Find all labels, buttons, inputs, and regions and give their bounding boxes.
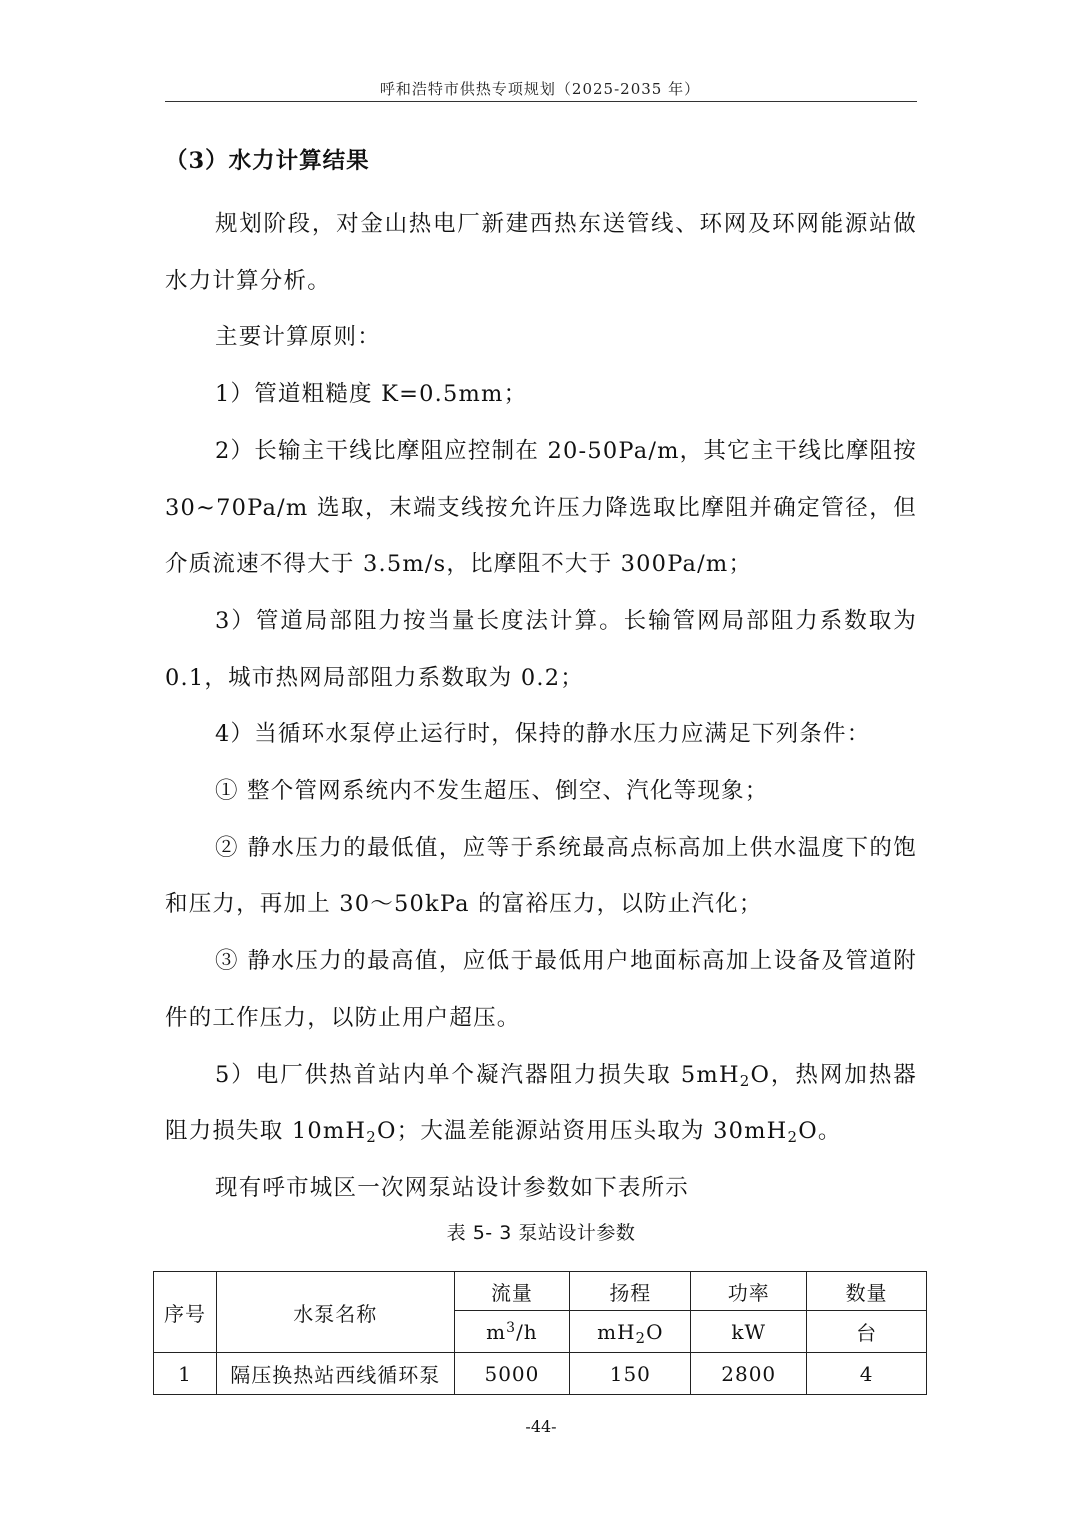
paragraph-table-intro: 现有呼市城区一次网泵站设计参数如下表所示 [215, 1174, 690, 1201]
pump-station-table [153, 1271, 927, 1395]
paragraph-condition-1: ① 整个管网系统内不发生超压、倒空、汽化等现象； [215, 778, 769, 805]
unit-head-sub: 2 [635, 1328, 647, 1347]
condenser-text-a: 5）电厂供热首站内单个凝汽器阻力损失取 5mH [215, 1061, 740, 1088]
table-row [154, 1353, 927, 1395]
body-text [165, 196, 917, 1217]
subscript-2: 2 [366, 1128, 377, 1147]
unit-head-base: mH [597, 1319, 636, 1344]
page-header: 呼和浩特市供热专项规划（2025-2035 年） [379, 80, 701, 98]
cell-power: 2800 [691, 1353, 807, 1395]
cell-flow: 5000 [454, 1353, 570, 1395]
table-caption: 表 5- 3 泵站设计参数 [446, 1222, 636, 1244]
unit-count: 台 [807, 1311, 927, 1353]
condenser-text-d: O。 [798, 1118, 842, 1145]
section-title: （3）水力计算结果 [165, 148, 370, 174]
cell-head: 150 [570, 1353, 691, 1395]
unit-head-rest: O [646, 1319, 664, 1344]
page-number: -44- [525, 1417, 557, 1436]
paragraph-condenser-loss [165, 1047, 917, 1160]
cell-index: 1 [154, 1353, 217, 1395]
unit-flow-rest: /h [516, 1319, 538, 1344]
header-flow: 流量 [454, 1272, 570, 1311]
paragraph-principles-heading: 主要计算原则： [215, 324, 381, 351]
header-index: 序号 [154, 1272, 217, 1353]
subscript-2: 2 [739, 1071, 751, 1090]
unit-head [570, 1311, 691, 1353]
table-header-row [154, 1272, 927, 1311]
paragraph-local-resistance: 3）管道局部阻力按当量长度法计算。长输管网局部阻力系数取为 0.1，城市热网局部阻力系数取为 0.2； [165, 607, 917, 691]
unit-power: kW [691, 1311, 807, 1353]
header-rule [165, 101, 917, 102]
header-head: 扬程 [570, 1272, 691, 1311]
paragraph-condition-2: ② 静水压力的最低值，应等于系统最高点标高加上供水温度下的饱和压力，再加上 30～50kPa 的富裕压力，以防止汽化； [165, 834, 917, 918]
unit-flow [454, 1311, 570, 1353]
paragraph-scope: 规划阶段，对金山热电厂新建西热东送管线、环网及环网能源站做水力计算分析。 [165, 211, 917, 294]
cell-name: 隔压换热站西线循环泵 [216, 1353, 454, 1395]
header-count: 数量 [807, 1272, 927, 1311]
header-power: 功率 [691, 1272, 807, 1311]
header-name: 水泵名称 [216, 1272, 454, 1353]
paragraph-friction: 2）长输主干线比摩阻应控制在 20-50Pa/m，其它主干线比摩阻按 30~70Pa/m 选取，末端支线按允许压力降选取比摩阻并确定管径，但介质流速不得大于 3.5m/s，比摩阻不大于 300Pa/m； [165, 437, 917, 578]
cell-count: 4 [807, 1353, 927, 1395]
unit-flow-base: m [486, 1319, 507, 1344]
unit-flow-sup: 3 [506, 1319, 517, 1336]
condenser-text-c: O；大温差能源站资用压头取为 30mH [377, 1118, 788, 1145]
subscript-2: 2 [787, 1128, 799, 1147]
paragraph-condition-3: ③ 静水压力的最高值，应低于最低用户地面标高加上设备及管道附件的工作压力，以防止用户超压。 [165, 948, 917, 1031]
condenser-text-b: O，热网加热器阻力损失取 10mH [165, 1061, 917, 1145]
paragraph-static-pressure: 4）当循环水泵停止运行时，保持的静水压力应满足下列条件： [215, 721, 871, 748]
paragraph-roughness: 1）管道粗糙度 K=0.5mm； [215, 381, 528, 408]
